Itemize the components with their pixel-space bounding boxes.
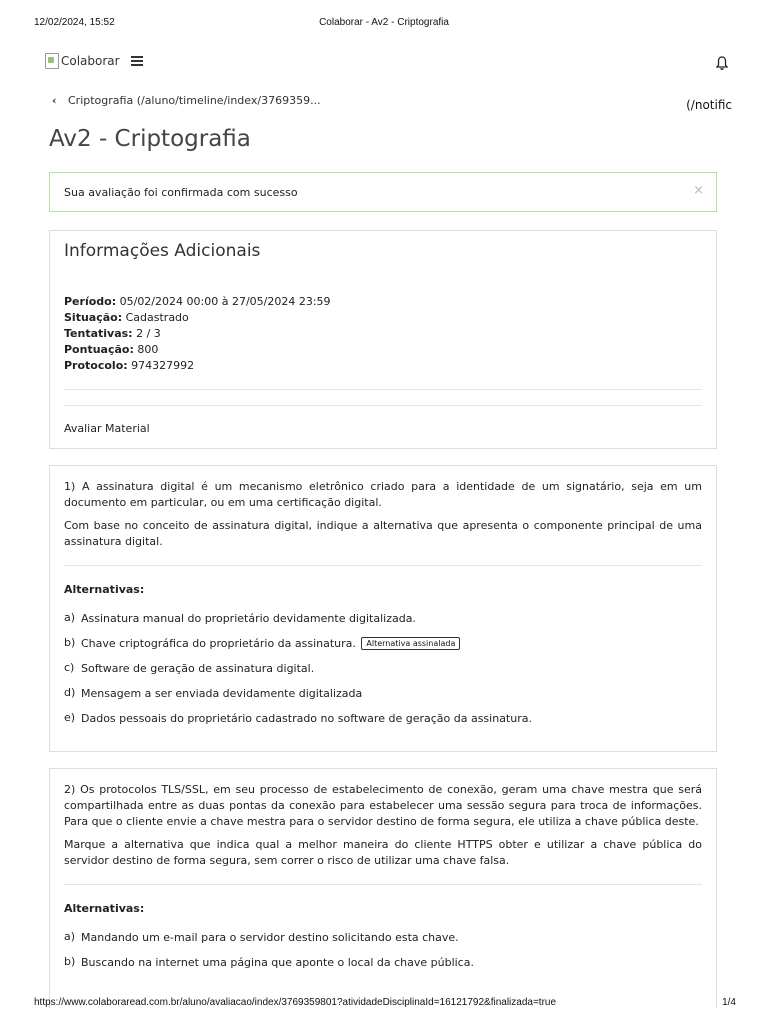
question-card-1 bbox=[49, 465, 717, 752]
broken-image-icon bbox=[45, 53, 59, 69]
periodo-label: Período: bbox=[64, 295, 117, 308]
divider bbox=[64, 405, 702, 406]
print-url: https://www.colaboraread.com.br/aluno/avaliacao/index/3769359801?atividadeDisciplinaId=16121792&finalizada=true bbox=[34, 997, 557, 1008]
question-card-2 bbox=[49, 768, 717, 1008]
print-doc-title: Colaborar - Av2 - Criptografia bbox=[319, 17, 449, 28]
question-statement: 1) A assinatura digital é um mecanismo eletrônico criado para a identidade de um signatário, seja em um documento em particular, ou em uma certificação digital. bbox=[64, 480, 702, 509]
alert-message: Sua avaliação foi confirmada com sucesso bbox=[64, 186, 298, 199]
avaliar-material-link[interactable]: Avaliar Material bbox=[64, 422, 150, 435]
info-title: Informações Adicionais bbox=[64, 241, 261, 261]
breadcrumb-link[interactable]: Criptografia (/aluno/timeline/index/3769359... bbox=[68, 94, 321, 107]
print-footer bbox=[0, 997, 768, 1011]
tentativas-row bbox=[64, 326, 331, 342]
alternative-b[interactable]: b) Buscando na internet uma página que aponte o local da chave pública. bbox=[64, 955, 474, 969]
page-title: Av2 - Criptografia bbox=[49, 126, 251, 152]
question-statement: 2) Os protocolos TLS/SSL, em seu processo de estabelecimento de conexão, geram uma chave mestra que será compartilhada entre as duas pontas da conexão para estabelecer uma sessão segura para troca de informações. Para que o cliente envie a chave mestra para o servidor destino de forma segura, ele utiliza a chave pública deste. bbox=[64, 783, 702, 828]
alternative-a[interactable]: a) Mandando um e-mail para o servidor destino solicitando esta chave. bbox=[64, 930, 459, 944]
info-card bbox=[49, 230, 717, 449]
alternatives-heading: Alternativas: bbox=[64, 583, 145, 596]
situacao-value: Cadastrado bbox=[125, 311, 189, 324]
question-prompt: Com base no conceito de assinatura digital, indique a alternativa que apresenta o componente principal de uma assinatura digital. bbox=[64, 519, 702, 548]
pontuacao-value: 800 bbox=[137, 343, 159, 356]
print-header bbox=[0, 14, 768, 30]
notifications-link[interactable]: (/notific bbox=[686, 98, 732, 112]
alternative-d[interactable]: d) Mensagem a ser enviada devidamente digitalizada bbox=[64, 686, 363, 700]
protocolo-row bbox=[64, 358, 331, 374]
protocolo-value: 974327992 bbox=[131, 359, 195, 372]
divider bbox=[64, 389, 702, 390]
alternative-b[interactable]: b) Chave criptográfica do proprietário da assinatura. Alternativa assinalada bbox=[64, 637, 460, 651]
selected-badge: Alternativa assinalada bbox=[361, 637, 460, 650]
top-bar bbox=[45, 50, 735, 76]
logo-alt-text: Colaborar bbox=[61, 54, 120, 68]
print-page-number: 1/4 bbox=[722, 997, 736, 1008]
periodo-row bbox=[64, 294, 331, 310]
info-list bbox=[64, 294, 331, 374]
pontuacao-label: Pontuação: bbox=[64, 343, 134, 356]
question-prompt: Marque a alternativa que indica qual a melhor maneira do cliente HTTPS obter e utilizar a chave pública do servidor destino de forma segura, sem correr o risco de utilizar uma chave falsa. bbox=[64, 838, 702, 867]
alternative-e[interactable]: e) Dados pessoais do proprietário cadastrado no software de geração da assinatura. bbox=[64, 711, 532, 725]
divider bbox=[64, 565, 702, 566]
situacao-row bbox=[64, 310, 331, 326]
bell-icon[interactable] bbox=[715, 55, 729, 71]
alternative-a[interactable]: a) Assinatura manual do proprietário devidamente digitalizada. bbox=[64, 611, 416, 625]
periodo-value: 05/02/2024 00:00 à 27/05/2024 23:59 bbox=[119, 295, 331, 308]
situacao-label: Situação: bbox=[64, 311, 123, 324]
success-alert bbox=[49, 172, 717, 212]
logo[interactable] bbox=[45, 53, 120, 69]
close-icon[interactable]: × bbox=[693, 183, 704, 198]
divider bbox=[64, 884, 702, 885]
protocolo-label: Protocolo: bbox=[64, 359, 128, 372]
menu-icon[interactable] bbox=[131, 56, 143, 66]
print-datetime: 12/02/2024, 15:52 bbox=[34, 17, 115, 28]
chevron-left-icon[interactable]: ‹ bbox=[52, 94, 57, 107]
tentativas-label: Tentativas: bbox=[64, 327, 133, 340]
pontuacao-row bbox=[64, 342, 331, 358]
alternatives-heading: Alternativas: bbox=[64, 902, 145, 915]
tentativas-value: 2 / 3 bbox=[136, 327, 161, 340]
breadcrumb bbox=[52, 93, 742, 111]
alternative-c[interactable]: c) Software de geração de assinatura digital. bbox=[64, 661, 315, 675]
